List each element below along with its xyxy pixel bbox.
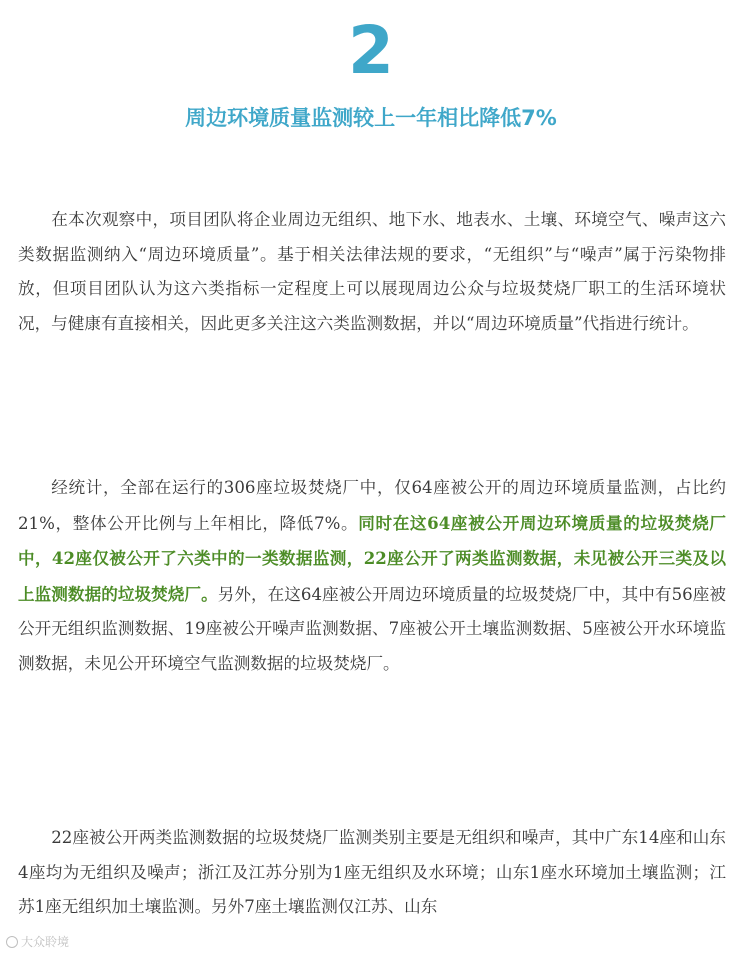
- watermark: [6, 933, 69, 950]
- section-number: 2: [348, 12, 394, 89]
- paragraph-two-category-breakdown: 22座被公开两类监测数据的垃圾焚烧厂监测类别主要是无组织和噪声，其中广东14座和山东4座均为无组织及噪声；浙江及江苏分别为1座无组织及水环境；山东1座水环境加土壤监测；江苏1座无组织加土壤监测。另外7座土壤监测仅江苏、山东: [18, 828, 726, 916]
- section-title: 周边环境质量监测较上一年相比降低7%: [185, 106, 557, 130]
- paragraph-statistics-intro: 经统计，全部在运行的306座垃圾焚烧厂中，仅64座被公开的周边环境质量监测，占比约21%，整体公开比例与上年相比，降低7%。: [18, 478, 726, 533]
- paragraph-scope: 在本次观察中，项目团队将企业周边无组织、地下水、地表水、土壤、环境空气、噪声这六类数据监测纳入“周边环境质量”。基于相关法律法规的要求，“无组织”与“噪声”属于污染物排放，但项目团队认为这六类指标一定程度上可以展现周边公众与垃圾焚烧厂职工的生活环境状况，与健康有直接相关，因此更多关注这六类监测数据，并以“周边环境质量”代指进行统计。: [18, 210, 726, 333]
- eye-logo-icon: [6, 936, 18, 948]
- watermark-text: 大众聆境: [21, 935, 70, 949]
- highlighted-finding: 同时在这64座被公开周边环境质量的垃圾焚烧厂中，42座仅被公开了六类中的一类数据监测，22座公开了两类监测数据，未见被公开三类及以上监测数据的垃圾焚烧厂。: [18, 512, 726, 604]
- paragraph-statistics: [18, 471, 726, 681]
- paragraph-statistics-detail: 另外，在这64座被公开周边环境质量的垃圾焚烧厂中，其中有56座被公开无组织监测数据、19座被公开噪声监测数据、7座被公开土壤监测数据、5座被公开水环境监测数据，未见公开环境空气监测数据的垃圾焚烧厂。: [18, 584, 726, 673]
